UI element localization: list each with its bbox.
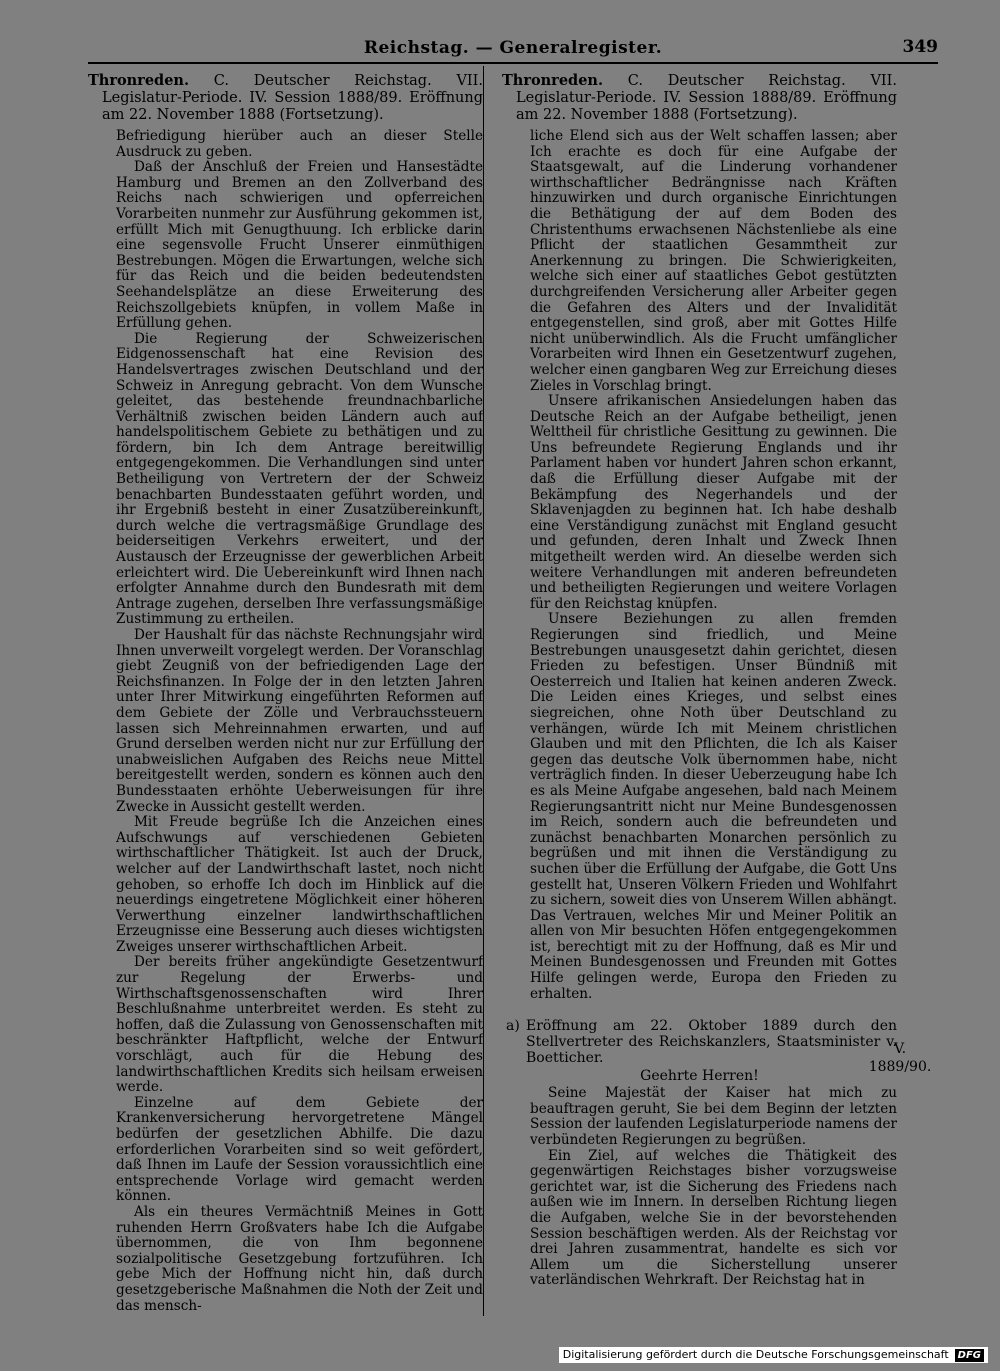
- footer-text: Digitalisierung gefördert durch die Deutsche Forschungsgemeinschaft: [562, 1348, 949, 1361]
- heading-text: C. Deutscher Reichstag. VII. Legislatur-Periode. IV. Session 1888/89. Eröffnung am 22. November 1888 (Fortsetzung).: [516, 73, 897, 123]
- section-a: [502, 1018, 897, 1066]
- period-roman: V.: [893, 1041, 907, 1057]
- heading-keyword: Thronreden.: [88, 72, 190, 89]
- running-title: Reichstag. — Generalregister.: [363, 38, 663, 58]
- right-column: [502, 72, 897, 1317]
- header-rule: [88, 62, 938, 64]
- margin-period-label: [862, 1040, 938, 1076]
- dfg-logo: DFG: [955, 1349, 984, 1362]
- paragraph: Als ein theures Vermächtniß Meines in Gott ruhenden Herrn Großvaters habe Ich die Aufgabe übernommen, die von Ihm begonnene sozialpolitische Gesetzgebung fortzuführen. Ich gebe Mich der Hoffnung nicht hin, daß durch gesetzgeberische Maßnahmen die Noth der Zeit und das mensch-: [116, 1203, 483, 1314]
- heading-text: C. Deutscher Reichstag. VII. Legislatur-Periode. IV. Session 1888/89. Eröffnung am 22. November 1888 (Fortsetzung).: [102, 73, 483, 123]
- column-divider: [483, 66, 484, 1316]
- paragraph: Unsere afrikanischen Ansiedelungen haben das Deutsche Reich an der Aufgabe betheiligt, jenen Welttheil für christliche Gesittung zu gewinnen. Die Uns befreundete Regierung Englands und ihr Parlament haben vor hundert Jahren schon erkannt, daß die Erfüllung dieser Aufgabe mit der Bekämpfung des Negerhandels und der Sklavenjagden zu beginnen hat. Ich habe deshalb eine Verständigung zunächst mit England gesucht und gefunden, deren Inhalt und Zweck Ihnen mitgetheilt werden wird. An dieselbe werden sich weitere Verhandlungen mit anderen befreundeten und betheiligten Regierungen und weitere Vorlagen für den Reichstag knüpfen.: [530, 393, 897, 612]
- paragraph: liche Elend sich aus der Welt schaffen lassen; aber Ich erachte es doch für eine Aufgabe der Staatsgewalt, auf die Linderung vorhandener wirthschaftlicher Bedrängnisse nach Kräften hinzuwirken und durch organische Einrichtungen die Bethätigung der auf dem Boden des Christenthums erwachsenen Nächstenliebe als eine Pflicht der staatlichen Gesammtheit zur Anerkennung zu bringen. Die Schwierigkeiten, welche sich einer auf staatliches Gebot gestützten durchgreifenden Versicherung aller Arbeiter gegen die Gefahren des Alters und der Invalidität entgegenstellen, sind groß, aber mit Gottes Hilfe nicht unüberwindlich. Als die Frucht umfänglicher Vorarbeiten wird Ihnen ein Gesetzentwurf zugehen, welcher einen gangbaren Weg zur Erreichung dieses Zieles in Vorschlag bringt.: [530, 128, 897, 394]
- paragraph: Befriedigung hierüber auch an dieser Stelle Ausdruck zu geben.: [116, 128, 483, 160]
- heading-keyword: Thronreden.: [502, 72, 604, 89]
- paragraph: Die Regierung der Schweizerischen Eidgenossenschaft hat eine Revision des Handelsvertrages zwischen Deutschland und der Schweiz in Anregung gebracht. Von dem Wunsche geleitet, das bestehende freundnachbarliche Verhältniß zwischen beiden Ländern auch auf handelspolitischem Gebiete zu bethätigen und zu fördern, bin Ich dem Antrage bereitwillig entgegengekommen. Die Verhandlungen sind unter Betheiligung von Vertretern der der Schweiz benachbarten Bundesstaaten geführt worden, und ihr Ergebniß besteht in einer Zusatzübereinkunft, durch welche die vertragsmäßige Grundlage des beiderseitigen Verkehrs erweitert, und der Austausch der Erzeugnisse der gewerblichen Arbeit erleichtert wird. Die Uebereinkunft wird Ihnen nach erfolgter Annahme durch den Bundesrath mit dem Antrage zugehen, derselben Ihre verfassungsmäßige Zustimmung zu ertheilen.: [116, 330, 483, 628]
- section-a-heading: Eröffnung am 22. Oktober 1889 durch den Stellvertreter des Reichskanzlers, Staatsminister v. Boetticher.: [526, 1018, 897, 1067]
- right-column-heading: [502, 72, 897, 124]
- right-column-body: [530, 129, 897, 1002]
- page-number: 349: [902, 37, 938, 57]
- page-header: [88, 34, 938, 62]
- section-a-body: [530, 1086, 897, 1289]
- paragraph: Mit Freude begrüße Ich die Anzeichen eines Aufschwungs auf verschiedenen Gebieten wirthschaftlicher Thätigkeit. Ist auch der Druck, welcher auf der Landwirthschaft lastet, noch nicht gehoben, so erhoffe Ich doch im Hinblick auf die neuerdings eingetretene Möglichkeit einer höheren Verwerthung einzelner landwirthschaftlichen Erzeugnisse eine Besserung auch dieses wichtigsten Zweiges unserer wirthschaftlichen Arbeit.: [116, 814, 483, 955]
- paragraph: Ein Ziel, auf welches die Thätigkeit des gegenwärtigen Reichstages bisher vorzugsweise gerichtet war, ist die Sicherung des Friedens nach außen wie im Innern. In derselben Richtung liegen die Aufgaben, welche Sie in der bevorstehenden Session beschäftigen werden. Als der Reichstag vor drei Jahren zusammentrat, handelte es sich vor Allem um die Sicherstellung unserer vaterländischen Wehrkraft. Der Reichstag hat in: [530, 1147, 897, 1289]
- left-column: [88, 72, 483, 1317]
- section-marker: a): [506, 1018, 520, 1035]
- period-years: 1889/90.: [868, 1059, 932, 1075]
- paragraph: Der bereits früher angekündigte Gesetzentwurf zur Regelung der Erwerbs- und Wirthschaftsgenossenschaften wird Ihrer Beschlußnahme unterbreitet werden. Es steht zu hoffen, daß die Zulassung von Genossenschaften mit beschränkter Haftpflicht, welche der Entwurf vorschlägt, auch für die Hebung des landwirthschaftlichen Kredits sich heilsam erweisen werde.: [116, 954, 483, 1096]
- paragraph: Daß der Anschluß der Freien und Hansestädte Hamburg und Bremen an den Zollverband des Reichs nach schwierigen und opferreichen Vorarbeiten nunmehr zur Ausführung gekommen ist, erfüllt Mich mit Genugthuung. Ich erblicke darin eine segensvolle Frucht Unserer einmüthigen Bestrebungen. Mögen die Erwartungen, welche sich für das Reich und die beiden bedeutendsten Seehandelsplätze an diese Erweiterung des Reichszollgebiets knüpfen, in vollem Maße in Erfüllung gehen.: [116, 159, 483, 332]
- paragraph: Einzelne auf dem Gebiete der Krankenversicherung hervorgetretene Mängel bedürfen der gesetzlichen Abhilfe. Die dazu erforderlichen Vorarbeiten sind so weit gefördert, daß Ihnen im Laufe der Session voraussichtlich eine entsprechende Vorlage wird gemacht werden können.: [116, 1094, 483, 1205]
- paragraph: Der Haushalt für das nächste Rechnungsjahr wird Ihnen unverweilt vorgelegt werden. Der Voranschlag giebt Zeugniß von der befriedigenden Lage der Reichsfinanzen. In Folge der in den letzten Jahren unter Ihrer Mitwirkung eingeführten Reformen auf dem Gebiete der Zölle und Verbrauchssteuern lassen sich Mehreinnahmen erwarten, und auf Grund derselben werden nicht nur zur Erfüllung der unabweislichen Aufgaben des Reichs neue Mittel bereitgestellt werden, sondern es können auch den Bundesstaaten erhöhte Ueberweisungen für ihre Zwecke in Aussicht gestellt werden.: [116, 627, 483, 815]
- salutation: Geehrte Herren!: [640, 1068, 759, 1085]
- paragraph: Seine Majestät der Kaiser hat mich zu beauftragen geruht, Sie bei dem Beginn der letzten Session der laufenden Legislaturperiode namens der verbündeten Regierungen zu begrüßen.: [530, 1085, 897, 1149]
- left-column-body: [116, 129, 483, 1314]
- paragraph: Unsere Beziehungen zu allen fremden Regierungen sind friedlich, und Meine Bestrebungen unausgesetzt dahin gerichtet, diesen Frieden zu befestigen. Unser Bündniß mit Oesterreich und Italien hat keinen anderen Zweck. Die Leiden eines Krieges, und selbst eines siegreichen, ohne Noth über Deutschland zu verhängen, würde Ich mit Meinem christlichen Glauben und mit den Pflichten, die Ich als Kaiser gegen das deutsche Volk übernommen habe, nicht verträglich finden. In dieser Ueberzeugung habe Ich es als Meine Aufgabe angesehen, bald nach Meinem Regierungsantritt nicht nur Meine Bundesgenossen im Reich, sondern auch die befreundeten und zunächst benachbarten Monarchen persönlich zu begrüßen und mit ihnen die Verständigung zu suchen über die Erfüllung der Aufgabe, die Gott Uns gestellt hat, Unseren Völkern Frieden und Wohlfahrt zu sichern, soweit dies von Unserem Willen abhängt. Das Vertrauen, welches Mir und Meiner Politik an allen von Mir besuchten Höfen entgegengekommen ist, berechtigt mit zu der Hoffnung, daß es Mir und Meinen Bundesgenossen und Freunden mit Gottes Hilfe gelingen werde, Europa den Frieden zu erhalten.: [530, 611, 897, 1002]
- left-column-heading: [88, 72, 483, 124]
- funding-footer: [559, 1347, 988, 1363]
